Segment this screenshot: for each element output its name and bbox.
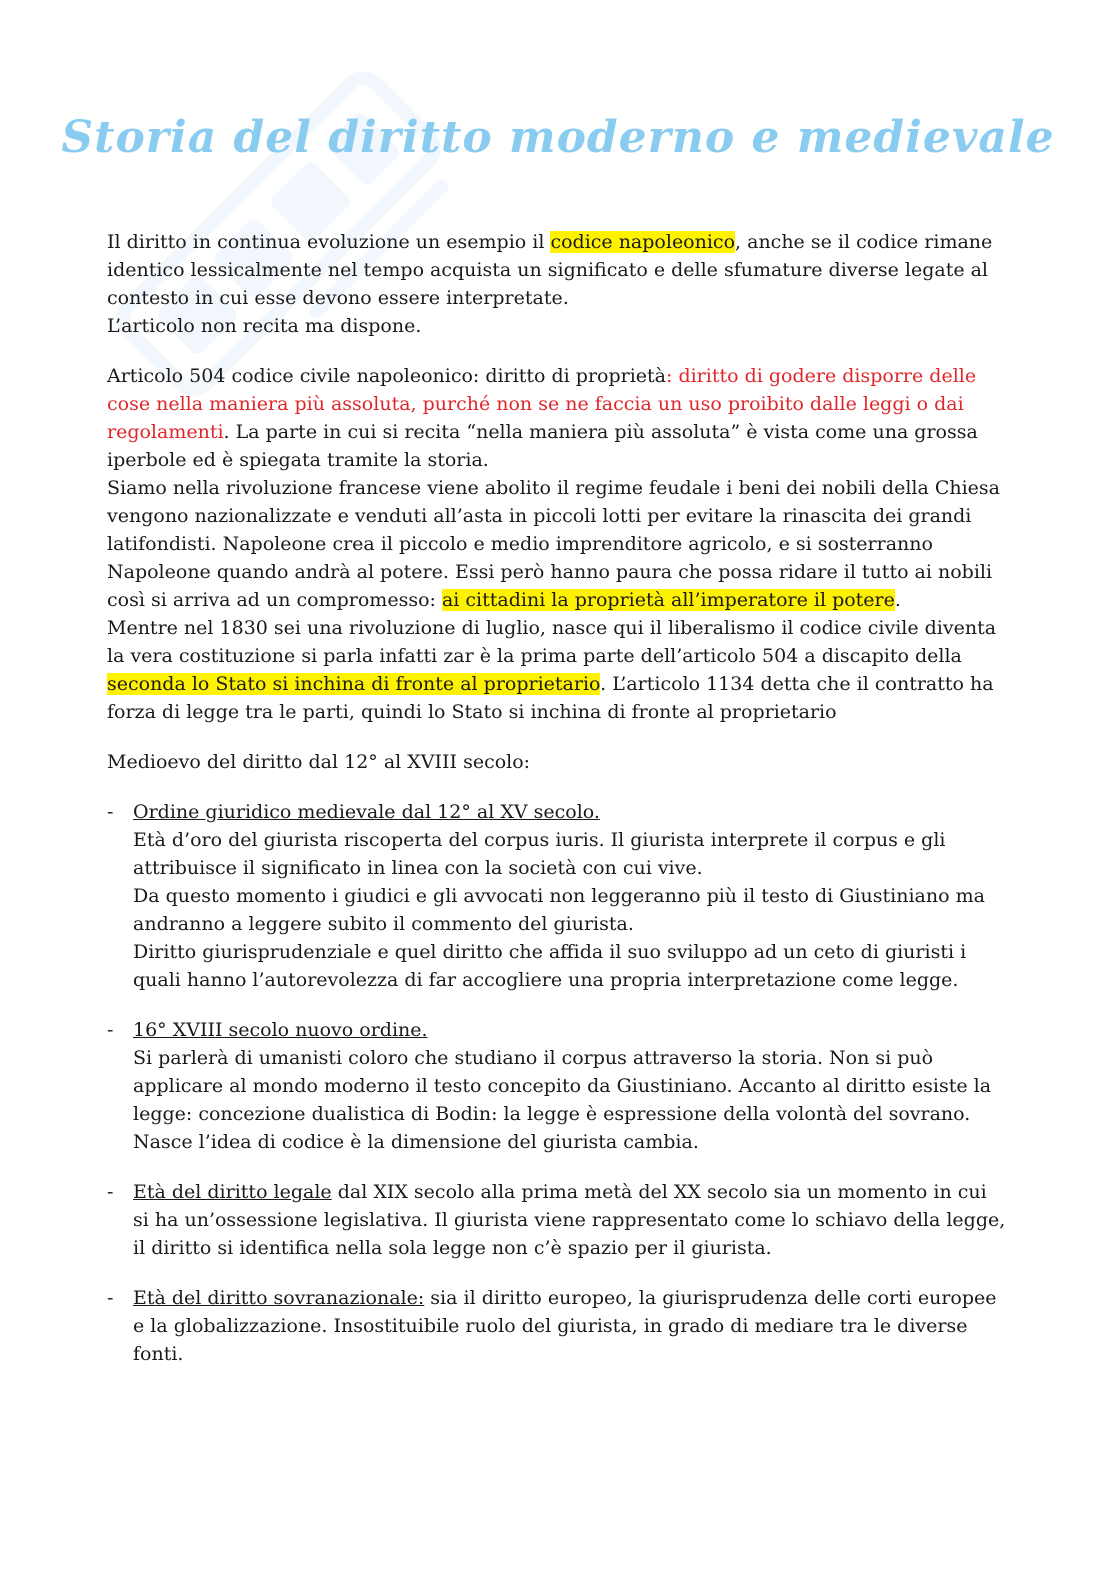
red-definition: : diritto di godere disporre delle cose nella maniera più assoluta, purché non se ne faccia un uso proibito dalle leggi o dai regolamenti xyxy=(107,365,977,443)
paragraph-articolo-dispone: L’articolo non recita ma dispone. xyxy=(107,315,422,337)
page-title: Storia del diritto moderno e medievale xyxy=(61,112,1055,163)
list-item-heading: Età del diritto legale xyxy=(133,1181,332,1203)
list-item-diritto-sovranazionale xyxy=(107,1284,1007,1368)
paragraph-intro: Il diritto in continua evoluzione un esempio il codice napoleonico, anche se il codice rimane identico lessicalmente nel tempo acquista un significato e delle sfumature diverse legate al contesto in cui esse devono essere interpretate. xyxy=(107,231,993,309)
list-item-text: Età d’oro del giurista riscoperta del corpus iuris. Il giurista interprete il corpus e gli attribuisce il significato in linea con la società con cui vive. xyxy=(133,829,946,879)
list-item-text: Si parlerà di umanisti coloro che studiano il corpus attraverso la storia. Non si può applicare al mondo moderno il testo concepito da Giustiniano. Accanto al diritto esiste la legge: concezione dualistica di Bodin: la legge è espressione della volontà del sovrano. Nasce l’idea di codice è la dimensione del giurista cambia. xyxy=(133,1047,992,1153)
bullet-dash: - xyxy=(107,1181,114,1203)
list-item-heading: Età del diritto sovranazionale: xyxy=(133,1287,425,1309)
bullet-dash: - xyxy=(107,1019,114,1041)
highlight-compromesso: ai cittadini la proprietà all’imperatore il potere xyxy=(441,589,895,611)
highlight-codice-napoleonico: codice napoleonico xyxy=(550,231,736,253)
list-item-heading: 16° XVIII secolo nuovo ordine. xyxy=(133,1019,428,1041)
document-body xyxy=(107,228,1007,1368)
list-item-text: Diritto giurisprudenziale e quel diritto che affida il suo sviluppo ad un ceto di giuristi i quali hanno l’autorevolezza di far accogliere una propria interpretazione come legge. xyxy=(133,941,967,991)
list-item-diritto-legale xyxy=(107,1178,1007,1262)
list-item-text: Età del diritto sovranazionale: sia il diritto europeo, la giurisprudenza delle corti europee e la globalizzazione. Insostituibile ruolo del giurista, in grado di mediare tra le diverse fonti. xyxy=(133,1287,997,1365)
paragraph-rivoluzione: Siamo nella rivoluzione francese viene abolito il regime feudale i beni dei nobili della Chiesa vengono nazionalizzate e venduti all’asta in piccoli lotti per evitare la rinascita dei grandi latifondisti. Napoleone crea il piccolo e medio imprenditore agricolo, e si sosterranno Napoleone quando andrà al potere. Essi però hanno paura che possa ridare il tutto ai nobili così si arriva ad un compromesso: ai cittadini la proprietà all’imperatore il potere. xyxy=(107,477,1001,611)
list-item-ordine-medievale xyxy=(107,798,1007,994)
list-item-heading: Ordine giuridico medievale dal 12° al XV secolo. xyxy=(133,801,600,823)
paragraph-articolo-504: Articolo 504 codice civile napoleonico: diritto di proprietà: diritto di godere disporre delle cose nella maniera più assoluta, purché non se ne faccia un uso proibito dalle leggi o dai regolamenti. La parte in cui si recita “nella maniera più assoluta” è vista come una grossa iperbole ed è spiegata tramite la storia. xyxy=(107,365,978,471)
list-item-text: Età del diritto legale dal XIX secolo alla prima metà del XX secolo sia un momento in cui si ha un’ossessione legislativa. Il giurista viene rappresentato come lo schiavo della legge, il diritto si identifica nella sola legge non c’è spazio per il giurista. xyxy=(133,1181,1006,1259)
bullet-dash: - xyxy=(107,801,114,823)
highlight-stato-proprietario: seconda lo Stato si inchina di fronte al proprietario xyxy=(107,673,601,695)
list-item-text: Da questo momento i giudici e gli avvocati non leggeranno più il testo di Giustiniano ma andranno a leggere subito il commento del giurista. xyxy=(133,885,985,935)
paragraph-1830: Mentre nel 1830 sei una rivoluzione di luglio, nasce qui il liberalismo il codice civile diventa la vera costituzione si parla infatti zar è la prima parte dell’articolo 504 a discapito della seconda lo Stato si inchina di fronte al proprietario. L’articolo 1134 detta che il contratto ha forza di legge tra le parti, quindi lo Stato si inchina di fronte al proprietario xyxy=(107,617,997,723)
list-item-nuovo-ordine xyxy=(107,1016,1007,1156)
bullet-dash: - xyxy=(107,1287,114,1309)
paragraph-medioevo: Medioevo del diritto dal 12° al XVIII secolo: xyxy=(107,751,531,773)
